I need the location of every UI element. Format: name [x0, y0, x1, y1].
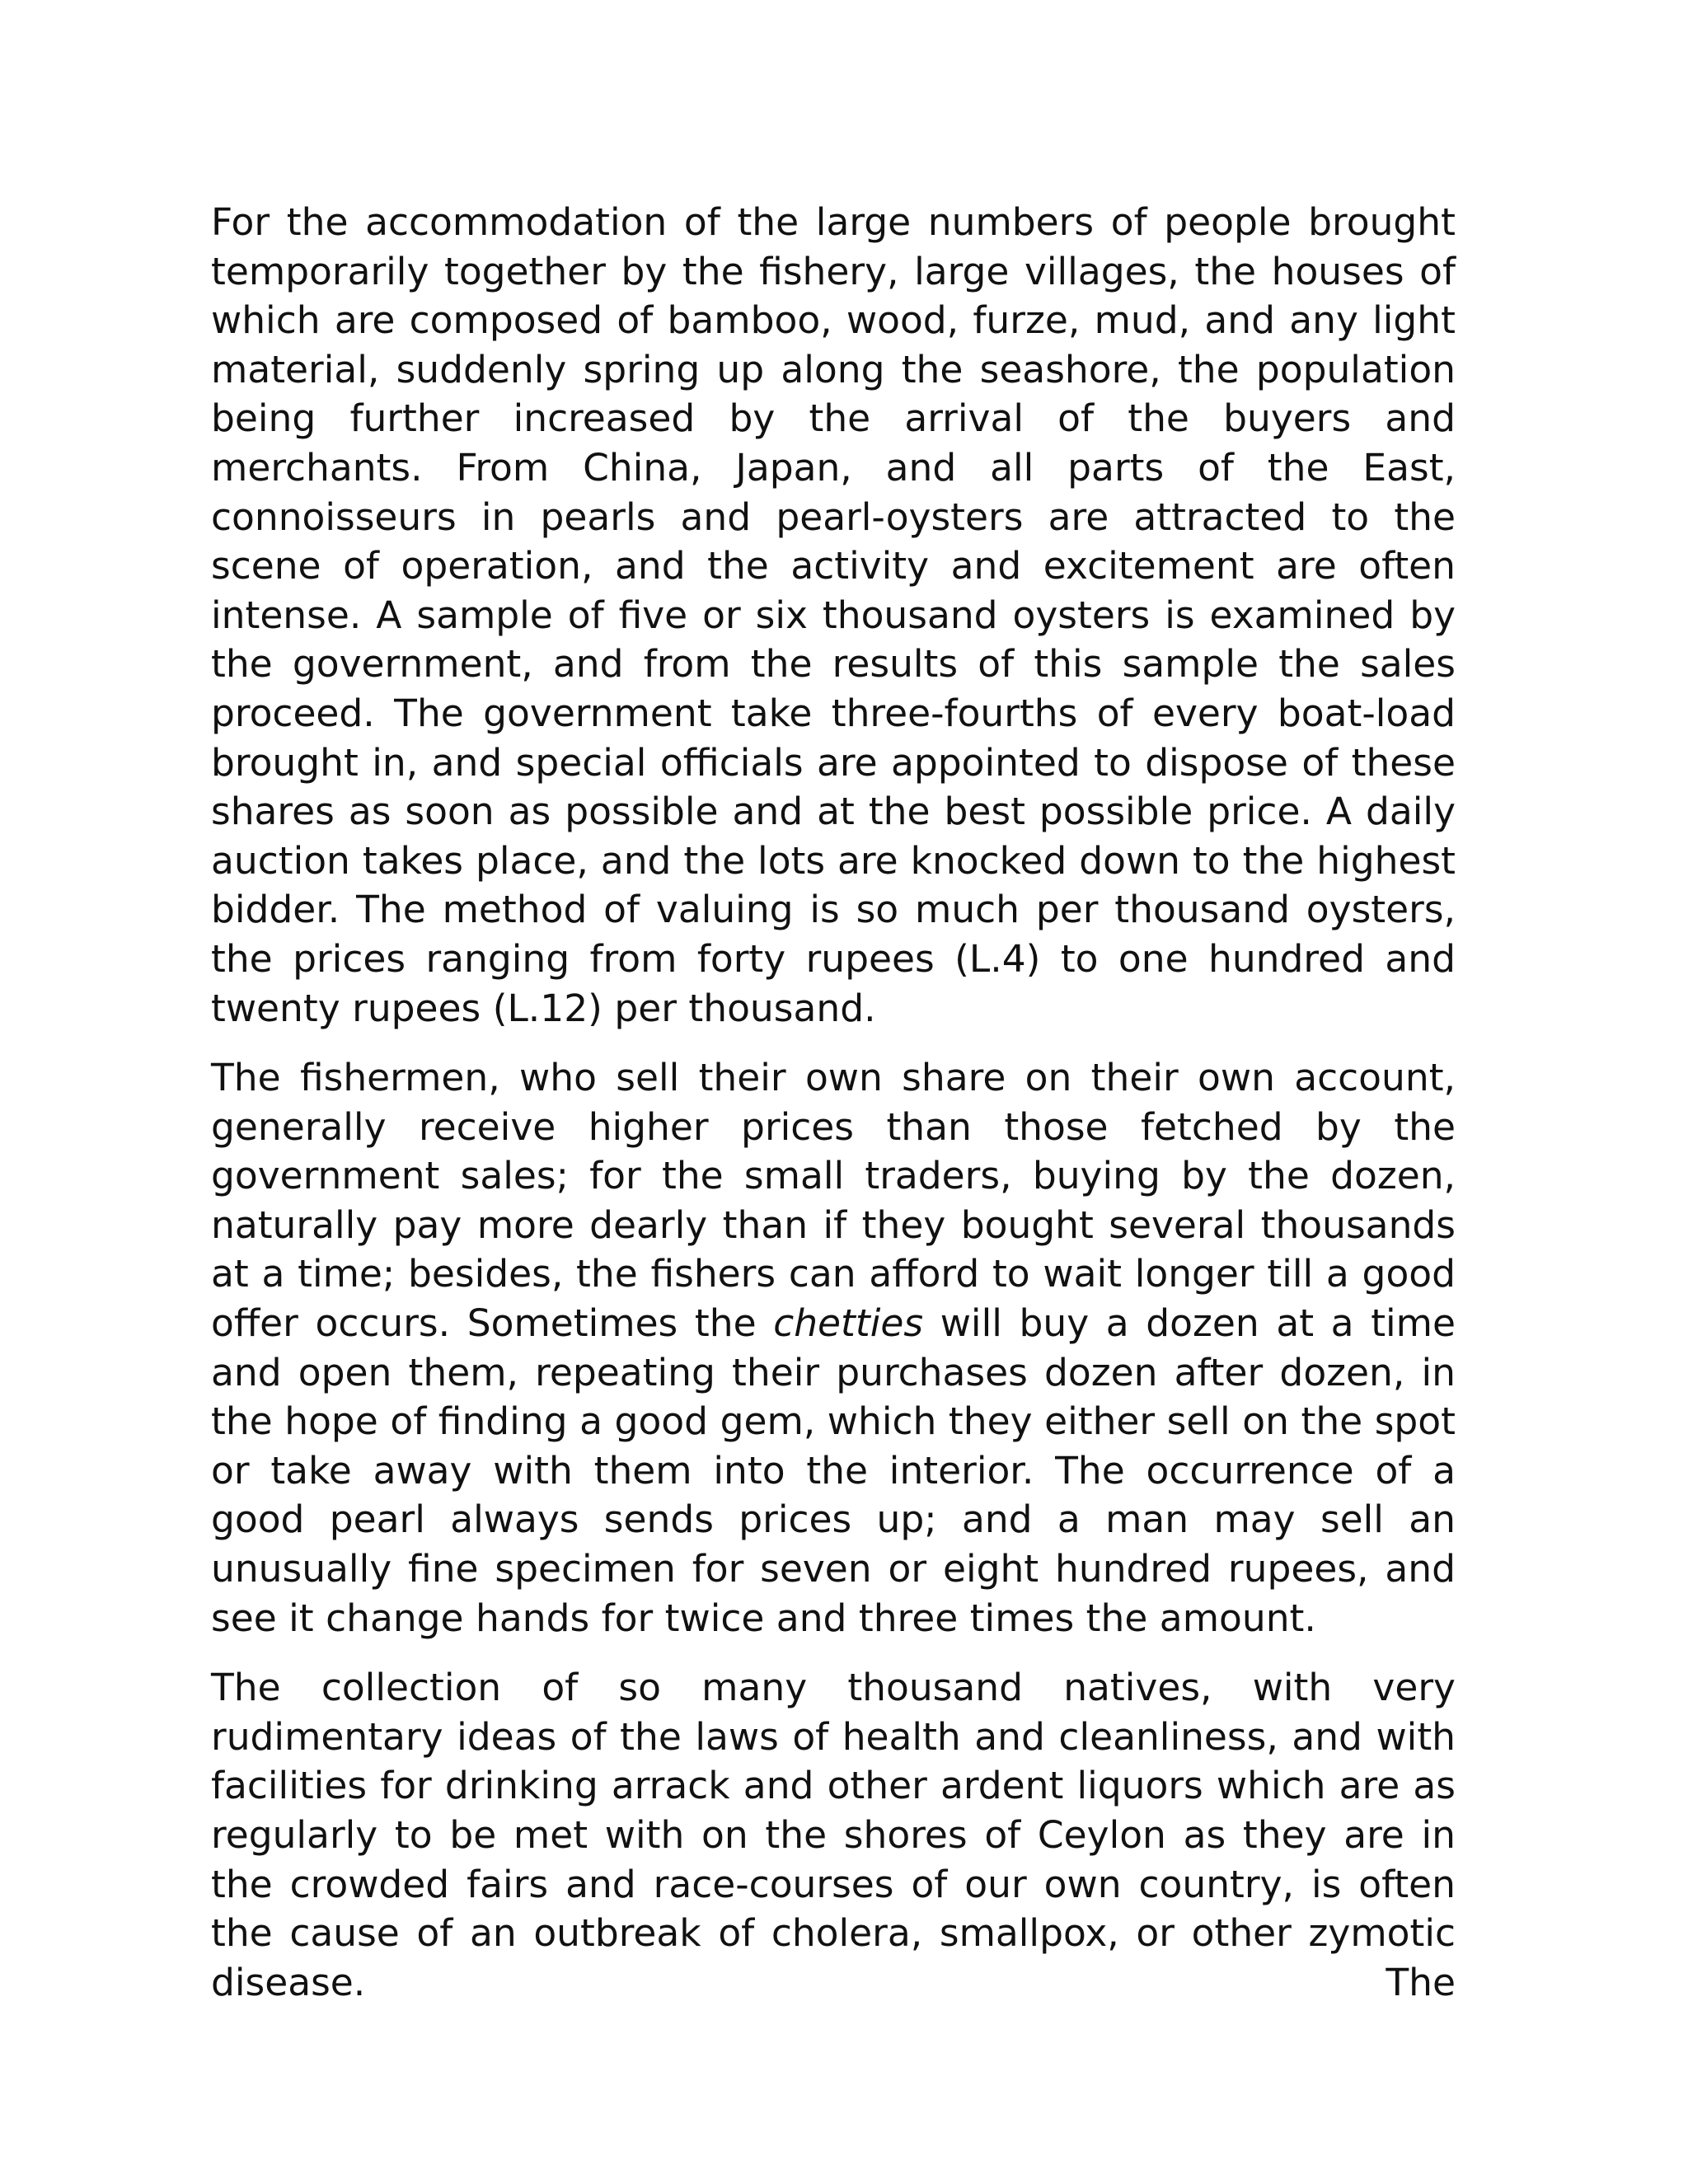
document-page [211, 198, 1456, 2007]
paragraph-text-segment: The fishermen, who sell their own share on their own account, generally receive higher prices than those fetched by the government sales; for the small traders, buying by the dozen, naturally pay more dearly than if they bought several thousands at a time; besides, the fishers can afford to wait longer till a good offer occurs. Sometimes the [211, 1056, 1456, 1346]
paragraph-fishermen-sales [211, 1053, 1456, 1643]
paragraph-text-segment: will buy a dozen at a time and open them, repeating their purchases dozen after dozen, in the hope of finding a good gem, which they either sell on the spot or take away with them into the interior. The occurrence of a good pearl always sends prices up; and a man may sell an unusually fine specimen for seven or eight hundred rupees, and see it change hands for twice and three times the amount. [211, 1301, 1456, 1640]
paragraph-pearl-fishery-villages: For the accommodation of the large numbers of people brought temporarily together by the fishery, large villages, the houses of which are composed of bamboo, wood, furze, mud, and any light material, suddenly spring up along the seashore, the population being further increased by the arrival of the buyers and merchants. From China, Japan, and all parts of the East, connoisseurs in pearls and pearl-oysters are attracted to the scene of operation, and the activity and excitement are often intense. A sample of five or six thousand oysters is examined by the government, and from the results of this sample the sales proceed. The government take three-fourths of every boat-load brought in, and special officials are appointed to dispose of these shares as soon as possible and at the best possible price. A daily auction takes place, and the lots are knocked down to the highest bidder. The method of valuing is so much per thousand oysters, the prices ranging from forty rupees (L.4) to one hundred and twenty rupees (L.12) per thousand. [211, 200, 1456, 1030]
paragraph-disease-outbreak: The collection of so many thousand natives, with very rudimentary ideas of the laws of health and cleanliness, and with facilities for drinking arrack and other ardent liquors which are as regularly to be met with on the shores of Ceylon as they are in the crowded fairs and race-courses of our own country, is often the cause of an outbreak of cholera, smallpox, or other zymotic disease. The [211, 1666, 1456, 2004]
emphasized-term-chetties: chetties [773, 1301, 924, 1346]
